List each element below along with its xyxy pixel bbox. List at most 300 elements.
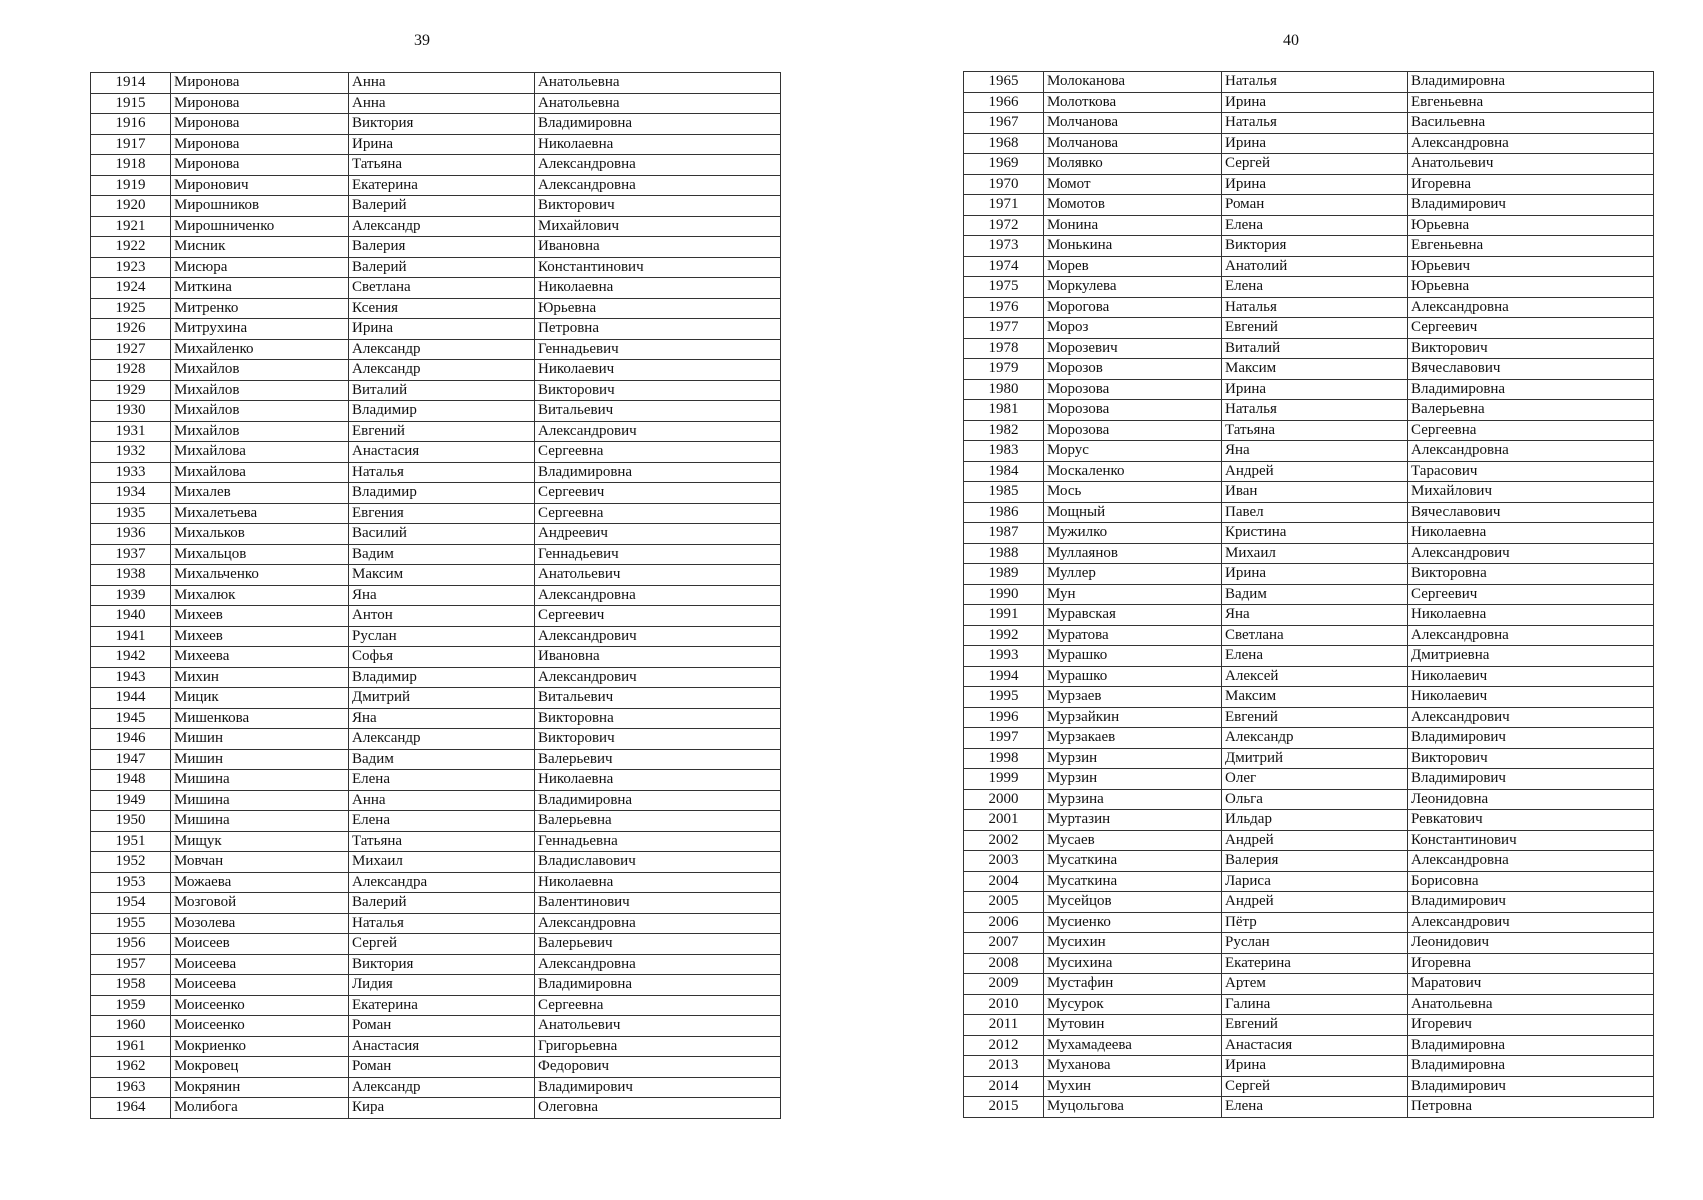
row-number: 1999 [964,769,1044,790]
row-number: 1948 [91,770,171,791]
first-name-cell: Наталья [1222,297,1408,318]
row-number: 2012 [964,1035,1044,1056]
table-row [91,626,781,647]
surname-cell: Моркулева [1044,277,1222,298]
surname-cell: Мишина [171,770,349,791]
surname-cell: Мозговой [171,893,349,914]
table-row [964,543,1654,564]
patronymic-cell: Ивановна [535,237,781,258]
table-row [91,196,781,217]
first-name-cell: Кира [349,1098,535,1119]
row-number: 1942 [91,647,171,668]
row-number: 1931 [91,421,171,442]
row-number: 2006 [964,912,1044,933]
patronymic-cell: Евгеньевна [1408,92,1654,113]
table-row [91,134,781,155]
patronymic-cell: Анатольевич [1408,154,1654,175]
patronymic-cell: Александрович [535,421,781,442]
row-number: 1973 [964,236,1044,257]
surname-cell: Мустафин [1044,974,1222,995]
first-name-cell: Андрей [1222,461,1408,482]
row-number: 1957 [91,954,171,975]
surname-cell: Михалев [171,483,349,504]
patronymic-cell: Дмитриевна [1408,646,1654,667]
patronymic-cell: Игоревич [1408,1015,1654,1036]
table-row [964,133,1654,154]
row-number: 1941 [91,626,171,647]
surname-cell: Морозов [1044,359,1222,380]
row-number: 1932 [91,442,171,463]
first-name-cell: Евгений [1222,707,1408,728]
first-name-cell: Евгений [1222,318,1408,339]
table-row [91,1016,781,1037]
table-row [91,544,781,565]
surname-cell: Монькина [1044,236,1222,257]
row-number: 1915 [91,93,171,114]
patronymic-cell: Александровна [1408,625,1654,646]
patronymic-cell: Игоревна [1408,174,1654,195]
table-row [91,1098,781,1119]
first-name-cell: Василий [349,524,535,545]
patronymic-cell: Валерьевич [535,749,781,770]
first-name-cell: Сергей [349,934,535,955]
first-name-cell: Татьяна [1222,420,1408,441]
first-name-cell: Виталий [349,380,535,401]
row-number: 1959 [91,995,171,1016]
row-number: 1966 [964,92,1044,113]
row-number: 1981 [964,400,1044,421]
first-name-cell: Яна [1222,605,1408,626]
row-number: 1996 [964,707,1044,728]
row-number: 1994 [964,666,1044,687]
table-row [964,687,1654,708]
first-name-cell: Вадим [349,749,535,770]
patronymic-cell: Сергеевна [535,995,781,1016]
patronymic-cell: Александровна [535,175,781,196]
table-row [964,912,1654,933]
row-number: 1919 [91,175,171,196]
row-number: 1975 [964,277,1044,298]
row-number: 1938 [91,565,171,586]
first-name-cell: Антон [349,606,535,627]
patronymic-cell: Александровна [1408,297,1654,318]
patronymic-cell: Александровна [535,954,781,975]
row-number: 1920 [91,196,171,217]
patronymic-cell: Петровна [535,319,781,340]
table-row [964,1015,1654,1036]
patronymic-cell: Евгеньевна [1408,236,1654,257]
patronymic-cell: Николаевич [535,360,781,381]
surname-cell: Муллер [1044,564,1222,585]
table-row [91,237,781,258]
patronymic-cell: Витальевич [535,401,781,422]
first-name-cell: Андрей [1222,830,1408,851]
patronymic-cell: Александровна [535,585,781,606]
first-name-cell: Кристина [1222,523,1408,544]
surname-cell: Мишин [171,749,349,770]
row-number: 1940 [91,606,171,627]
patronymic-cell: Викторович [1408,748,1654,769]
patronymic-cell: Петровна [1408,1097,1654,1118]
surname-cell: Мурашко [1044,646,1222,667]
surname-cell: Мусурок [1044,994,1222,1015]
first-name-cell: Екатерина [349,175,535,196]
patronymic-cell: Леонидович [1408,933,1654,954]
row-number: 2000 [964,789,1044,810]
table-row [91,585,781,606]
table-row [964,195,1654,216]
row-number: 1916 [91,114,171,135]
surname-cell: Михальцов [171,544,349,565]
patronymic-cell: Григорьевна [535,1036,781,1057]
table-row [91,380,781,401]
surname-cell: Моисеенко [171,1016,349,1037]
patronymic-cell: Александровна [1408,441,1654,462]
surname-cell: Михайлов [171,360,349,381]
patronymic-cell: Маратович [1408,974,1654,995]
table-row [91,360,781,381]
table-row [91,565,781,586]
first-name-cell: Ирина [1222,564,1408,585]
patronymic-cell: Владимировна [535,462,781,483]
table-row [964,769,1654,790]
patronymic-cell: Сергеевна [1408,420,1654,441]
table-row [964,92,1654,113]
patronymic-cell: Анатольевна [535,73,781,94]
table-row [964,994,1654,1015]
table-row [964,174,1654,195]
table-row [964,113,1654,134]
name-list-table [963,71,1654,1118]
row-number: 1991 [964,605,1044,626]
table-row [964,748,1654,769]
patronymic-cell: Александрович [1408,707,1654,728]
surname-cell: Мусихина [1044,953,1222,974]
table-row [964,297,1654,318]
row-number: 1945 [91,708,171,729]
patronymic-cell: Федорович [535,1057,781,1078]
table-row [91,524,781,545]
patronymic-cell: Александровна [1408,133,1654,154]
table-row [91,114,781,135]
surname-cell: Морозова [1044,379,1222,400]
patronymic-cell: Сергеевна [535,442,781,463]
surname-cell: Мурзаев [1044,687,1222,708]
surname-cell: Муртазин [1044,810,1222,831]
surname-cell: Мурзина [1044,789,1222,810]
left-page [0,0,851,1200]
row-number: 1998 [964,748,1044,769]
patronymic-cell: Викторовна [1408,564,1654,585]
patronymic-cell: Николаевич [1408,687,1654,708]
patronymic-cell: Михайлович [1408,482,1654,503]
first-name-cell: Роман [349,1016,535,1037]
surname-cell: Мощный [1044,502,1222,523]
table-row [91,934,781,955]
patronymic-cell: Александрович [535,667,781,688]
row-number: 1947 [91,749,171,770]
surname-cell: Михайлов [171,421,349,442]
patronymic-cell: Борисовна [1408,871,1654,892]
row-number: 2002 [964,830,1044,851]
surname-cell: Моисеенко [171,995,349,1016]
name-list-table [90,72,781,1119]
row-number: 1995 [964,687,1044,708]
patronymic-cell: Юрьевна [1408,277,1654,298]
first-name-cell: Виктория [349,114,535,135]
row-number: 1954 [91,893,171,914]
table-row [964,584,1654,605]
row-number: 1927 [91,339,171,360]
table-row [91,93,781,114]
table-row [91,339,781,360]
patronymic-cell: Ивановна [535,647,781,668]
surname-cell: Михальченко [171,565,349,586]
patronymic-cell: Владимирович [535,1077,781,1098]
surname-cell: Михеев [171,626,349,647]
surname-cell: Миронова [171,73,349,94]
surname-cell: Митренко [171,298,349,319]
patronymic-cell: Анатольевна [535,93,781,114]
surname-cell: Мутовин [1044,1015,1222,1036]
surname-cell: Мокрянин [171,1077,349,1098]
row-number: 1930 [91,401,171,422]
surname-cell: Миронова [171,114,349,135]
first-name-cell: Пётр [1222,912,1408,933]
patronymic-cell: Владимировна [1408,1056,1654,1077]
surname-cell: Михайлова [171,442,349,463]
first-name-cell: Максим [1222,687,1408,708]
first-name-cell: Владимир [349,667,535,688]
surname-cell: Морев [1044,256,1222,277]
table-row [91,1077,781,1098]
table-row [91,298,781,319]
row-number: 1955 [91,913,171,934]
row-number: 1922 [91,237,171,258]
surname-cell: Мусаткина [1044,871,1222,892]
table-row [91,257,781,278]
first-name-cell: Наталья [1222,72,1408,93]
first-name-cell: Елена [1222,646,1408,667]
surname-cell: Мухин [1044,1076,1222,1097]
first-name-cell: Михаил [1222,543,1408,564]
first-name-cell: Елена [1222,215,1408,236]
patronymic-cell: Геннадьевич [535,339,781,360]
first-name-cell: Иван [1222,482,1408,503]
first-name-cell: Елена [349,770,535,791]
row-number: 1990 [964,584,1044,605]
patronymic-cell: Вячеславович [1408,502,1654,523]
surname-cell: Молибога [171,1098,349,1119]
row-number: 1968 [964,133,1044,154]
table-row [964,420,1654,441]
table-row [91,667,781,688]
row-number: 1976 [964,297,1044,318]
first-name-cell: Елена [1222,277,1408,298]
surname-cell: Мусаткина [1044,851,1222,872]
patronymic-cell: Николаевна [1408,523,1654,544]
table-row [964,707,1654,728]
first-name-cell: Валерий [349,196,535,217]
table-row [964,277,1654,298]
patronymic-cell: Александровна [535,155,781,176]
row-number: 1939 [91,585,171,606]
patronymic-cell: Валерьевна [1408,400,1654,421]
first-name-cell: Максим [1222,359,1408,380]
table-row [964,461,1654,482]
table-row [964,523,1654,544]
first-name-cell: Анна [349,93,535,114]
patronymic-cell: Владимирович [1408,769,1654,790]
patronymic-cell: Анатольевич [535,1016,781,1037]
surname-cell: Момот [1044,174,1222,195]
first-name-cell: Владимир [349,483,535,504]
row-number: 1983 [964,441,1044,462]
row-number: 1988 [964,543,1044,564]
row-number: 1949 [91,790,171,811]
row-number: 1989 [964,564,1044,585]
row-number: 1978 [964,338,1044,359]
patronymic-cell: Ревкатович [1408,810,1654,831]
surname-cell: Монина [1044,215,1222,236]
row-number: 1960 [91,1016,171,1037]
surname-cell: Михайлов [171,401,349,422]
first-name-cell: Ирина [1222,1056,1408,1077]
row-number: 2005 [964,892,1044,913]
surname-cell: Михеева [171,647,349,668]
patronymic-cell: Владимирович [1408,728,1654,749]
row-number: 1982 [964,420,1044,441]
row-number: 1964 [91,1098,171,1119]
surname-cell: Михалюк [171,585,349,606]
first-name-cell: Павел [1222,502,1408,523]
row-number: 1972 [964,215,1044,236]
patronymic-cell: Геннадьевна [535,831,781,852]
surname-cell: Мокровец [171,1057,349,1078]
surname-cell: Мусиенко [1044,912,1222,933]
row-number: 2001 [964,810,1044,831]
surname-cell: Михальков [171,524,349,545]
row-number: 1937 [91,544,171,565]
table-row [91,1057,781,1078]
table-row [964,256,1654,277]
patronymic-cell: Юрьевич [1408,256,1654,277]
first-name-cell: Виталий [1222,338,1408,359]
table-row [91,1036,781,1057]
patronymic-cell: Владиславович [535,852,781,873]
surname-cell: Мицик [171,688,349,709]
first-name-cell: Валерий [349,893,535,914]
table-row [91,278,781,299]
first-name-cell: Анна [349,790,535,811]
patronymic-cell: Сергеевич [535,483,781,504]
row-number: 1926 [91,319,171,340]
patronymic-cell: Сергеевич [535,606,781,627]
row-number: 2010 [964,994,1044,1015]
row-number: 1943 [91,667,171,688]
patronymic-cell: Николаевна [1408,605,1654,626]
surname-cell: Михин [171,667,349,688]
table-row [91,155,781,176]
patronymic-cell: Юрьевна [535,298,781,319]
table-row [964,666,1654,687]
first-name-cell: Анастасия [349,1036,535,1057]
row-number: 1971 [964,195,1044,216]
surname-cell: Мирошников [171,196,349,217]
patronymic-cell: Сергеевич [1408,584,1654,605]
table-row [964,72,1654,93]
row-number: 1914 [91,73,171,94]
table-row [91,852,781,873]
row-number: 1921 [91,216,171,237]
first-name-cell: Александр [349,729,535,750]
patronymic-cell: Юрьевна [1408,215,1654,236]
surname-cell: Миронова [171,93,349,114]
table-row [964,502,1654,523]
surname-cell: Мозолева [171,913,349,934]
first-name-cell: Александр [349,216,535,237]
patronymic-cell: Анатольевна [1408,994,1654,1015]
table-row [964,338,1654,359]
patronymic-cell: Валерьевна [535,811,781,832]
first-name-cell: Анна [349,73,535,94]
table-row [964,482,1654,503]
patronymic-cell: Владимирович [1408,1076,1654,1097]
surname-cell: Мокриенко [171,1036,349,1057]
surname-cell: Мун [1044,584,1222,605]
table-row [964,154,1654,175]
surname-cell: Муцольгова [1044,1097,1222,1118]
row-number: 2009 [964,974,1044,995]
patronymic-cell: Михайлович [535,216,781,237]
table-row [91,770,781,791]
first-name-cell: Виктория [349,954,535,975]
row-number: 1985 [964,482,1044,503]
first-name-cell: Татьяна [349,155,535,176]
row-number: 1923 [91,257,171,278]
patronymic-cell: Николаевна [535,278,781,299]
patronymic-cell: Вячеславович [1408,359,1654,380]
row-number: 1928 [91,360,171,381]
surname-cell: Мурзакаев [1044,728,1222,749]
row-number: 1984 [964,461,1044,482]
first-name-cell: Наталья [1222,400,1408,421]
table-row [91,462,781,483]
surname-cell: Молявко [1044,154,1222,175]
first-name-cell: Виктория [1222,236,1408,257]
first-name-cell: Анатолий [1222,256,1408,277]
patronymic-cell: Геннадьевич [535,544,781,565]
table-row [91,442,781,463]
row-number: 1917 [91,134,171,155]
surname-cell: Мось [1044,482,1222,503]
first-name-cell: Евгения [349,503,535,524]
first-name-cell: Евгений [349,421,535,442]
row-number: 1970 [964,174,1044,195]
surname-cell: Мухамадеева [1044,1035,1222,1056]
patronymic-cell: Олеговна [535,1098,781,1119]
first-name-cell: Яна [349,585,535,606]
patronymic-cell: Викторович [535,196,781,217]
first-name-cell: Екатерина [349,995,535,1016]
surname-cell: Мусаев [1044,830,1222,851]
first-name-cell: Сергей [1222,1076,1408,1097]
patronymic-cell: Александрович [1408,912,1654,933]
table-row [964,851,1654,872]
first-name-cell: Анастасия [349,442,535,463]
first-name-cell: Вадим [1222,584,1408,605]
table-row [91,647,781,668]
